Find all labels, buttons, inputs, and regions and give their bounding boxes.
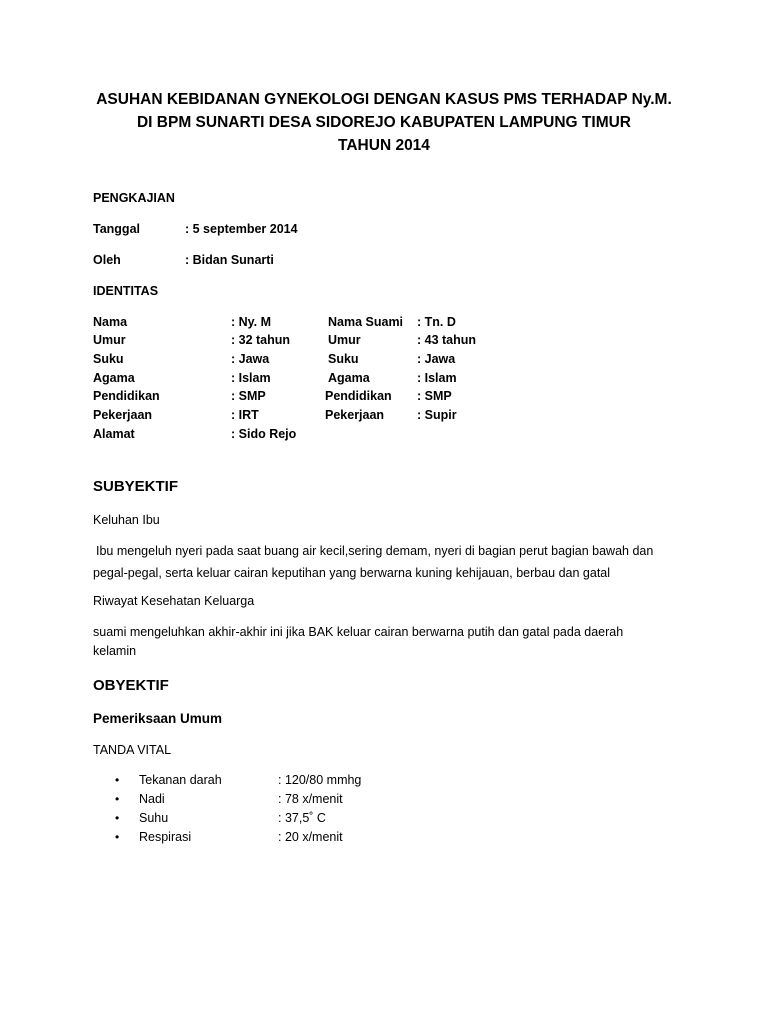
document-title-line-2: DI BPM SUNARTI DESA SIDOREJO KABUPATEN LAMPUNG TIMUR: [136, 114, 631, 131]
identitas-label-ibu: Pekerjaan: [93, 408, 153, 422]
document-title-line-3: TAHUN 2014: [338, 137, 430, 154]
obyektif-heading: OBYEKTIF: [93, 677, 169, 694]
identitas-value-suami: : Jawa: [417, 352, 456, 366]
identitas-value-suami: : Tn. D: [417, 315, 456, 329]
keluhan-ibu-heading: Keluhan Ibu: [93, 513, 160, 527]
keluhan-ibu-text-line-1: Ibu mengeluh nyeri pada saat buang air kecil,sering demam, nyeri di bagian perut bagian bawah dan: [96, 544, 654, 558]
tanggal-value: : 5 september 2014: [185, 222, 298, 236]
identitas-label-suami: Suku: [328, 352, 359, 366]
identitas-label-suami: Agama: [328, 371, 370, 385]
identitas-label-suami: Pendidikan: [325, 389, 392, 403]
riwayat-kesehatan-text-line-1: suami mengeluhkan akhir-akhir ini jika BAK keluar cairan berwarna putih dan gatal pada daerah: [93, 625, 624, 639]
list-bullet: •: [115, 811, 120, 825]
identitas-label-ibu: Umur: [93, 333, 126, 347]
riwayat-kesehatan-text-line-2: kelamin: [93, 644, 137, 658]
identitas-label-suami: Pekerjaan: [325, 408, 385, 422]
oleh-label: Oleh: [93, 253, 121, 267]
identitas-label-suami: Nama Suami: [328, 315, 404, 329]
vital-value: : 20 x/menit: [278, 830, 343, 844]
identitas-label-ibu: Pendidikan: [93, 389, 160, 403]
identitas-value-suami: : SMP: [417, 389, 452, 403]
vital-label: Nadi: [139, 792, 165, 806]
identitas-value-suami: : 43 tahun: [417, 333, 477, 347]
identitas-value-ibu: : Islam: [231, 371, 271, 385]
identitas-value-suami: : Supir: [417, 408, 457, 422]
identitas-label-suami: Umur: [328, 333, 361, 347]
list-bullet: •: [115, 792, 120, 806]
riwayat-kesehatan-heading: Riwayat Kesehatan Keluarga: [93, 594, 255, 608]
vital-value: : 37,5˚ C: [278, 811, 326, 825]
vital-label: Tekanan darah: [139, 773, 222, 787]
identitas-value-ibu: : Sido Rejo: [231, 427, 297, 441]
vital-label: Suhu: [139, 811, 169, 825]
identitas-label-ibu: Nama: [93, 315, 128, 329]
pemeriksaan-umum-heading: Pemeriksaan Umum: [93, 711, 223, 726]
vital-label: Respirasi: [139, 830, 192, 844]
subyektif-heading: SUBYEKTIF: [93, 478, 179, 495]
list-bullet: •: [115, 830, 120, 844]
identitas-value-ibu: : SMP: [231, 389, 266, 403]
identitas-label-ibu: Alamat: [93, 427, 135, 441]
identitas-value-ibu: : Ny. M: [231, 315, 272, 329]
list-bullet: •: [115, 773, 120, 787]
identitas-label-ibu: Suku: [93, 352, 124, 366]
tanda-vital-heading: TANDA VITAL: [93, 743, 172, 757]
pengkajian-heading: PENGKAJIAN: [93, 191, 175, 205]
tanggal-label: Tanggal: [93, 222, 140, 236]
identitas-value-ibu: : IRT: [231, 408, 259, 422]
vital-value: : 78 x/menit: [278, 792, 343, 806]
keluhan-ibu-text-line-2: pegal-pegal, serta keluar cairan keputihan yang berwarna kuning kehijauan, berbau dan gatal: [93, 566, 611, 580]
identitas-value-suami: : Islam: [417, 371, 457, 385]
identitas-value-ibu: : 32 tahun: [231, 333, 291, 347]
identitas-value-ibu: : Jawa: [231, 352, 270, 366]
identitas-label-ibu: Agama: [93, 371, 135, 385]
vital-value: : 120/80 mmhg: [278, 773, 362, 787]
identitas-heading: IDENTITAS: [93, 284, 159, 298]
document-title-line-1: ASUHAN KEBIDANAN GYNEKOLOGI DENGAN KASUS PMS TERHADAP Ny.M.: [96, 91, 672, 108]
oleh-value: : Bidan Sunarti: [185, 253, 274, 267]
